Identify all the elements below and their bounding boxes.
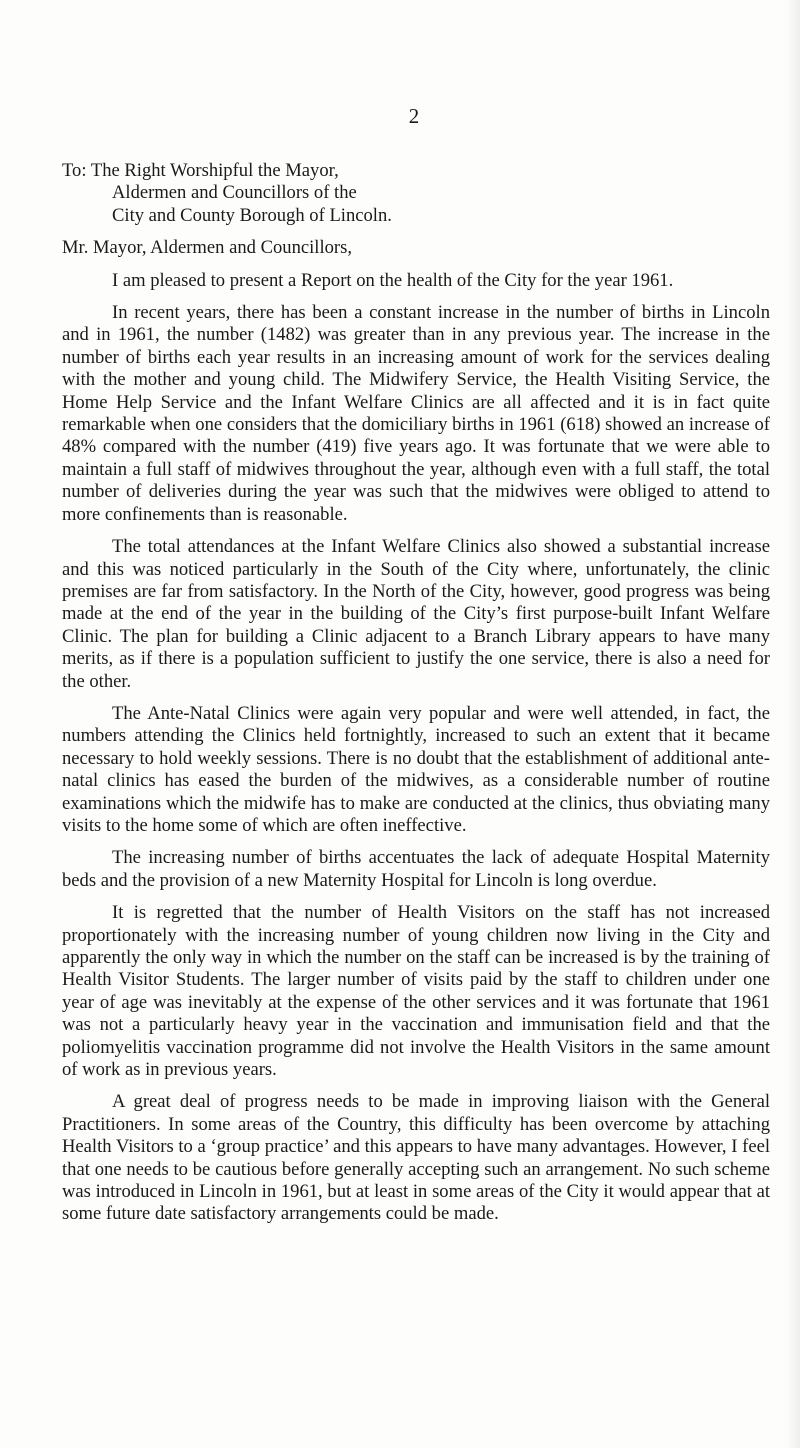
address-line-3: City and County Borough of Lincoln. [112,204,392,226]
paragraph-ante-natal: The Ante-Natal Clinics were again very popular and were well attended, in fact, the numbers attending the Clinics held fortnightly, increased to such an extent that it became necessary to hold weekly sessions. There is no doubt that the establishment of additional ante-natal clinics has eased the burden of the midwives, as a considerable number of routine examinations which the midwife has to make are conducted at the clinics, thus obviating many visits to the home some of which are often ineffective. [62,702,770,836]
address-block [62,160,770,227]
paragraph-general-practitioners: A great deal of progress needs to be made in improving liaison with the General Practitioners. In some areas of the Country, this difficulty has been overcome by attaching Health Visitors to a ‘group practice’ and this appears to have many advantages. However, I feel that one needs to be cautious before generally accepting such an arrangement. No such scheme was introduced in Lincoln in 1961, but at least in some areas of the City it would appear that at some future date satisfactory arrangements could be made. [62,1091,770,1225]
letter-body [62,160,770,1236]
paragraph-intro: I am pleased to present a Report on the health of the City for the year 1961. [112,269,674,291]
address-line-2: Aldermen and Councillors of the [112,182,357,204]
paragraph-infant-welfare: The total attendances at the Infant Welfare Clinics also showed a substantial increase and this was noticed particularly in the South of the City where, unfortunately, the clinic premises are far from satisfactory. In the North of the City, however, good progress was being made at the end of the year in the building of the City’s first purpose-built Infant Welfare Clinic. The plan for building a Clinic adjacent to a Branch Library appears to have many merits, as if there is a population sufficient to justify the one service, there is also a need for the other. [62,536,770,692]
address-line-1: To: The Right Worshipful the Mayor, [62,160,339,181]
paragraph-maternity-beds: The increasing number of births accentuates the lack of adequate Hospital Maternity beds and the provision of a new Maternity Hospital for Lincoln is long overdue. [62,847,770,891]
salutation: Mr. Mayor, Aldermen and Councillors, [62,237,352,259]
paragraph-births: In recent years, there has been a constant increase in the number of births in Lincoln and in 1961, the number (1482) was greater than in any previous year. The increase in the number of births each year results in an increasing amount of work for the services dealing with the mother and young child. The Midwifery Service, the Health Visiting Service, the Home Help Service and the Infant Welfare Clinics are all affected and it is in fact quite remarkable when one considers that the domiciliary births in 1961 (618) showed an increase of 48% compared with the number (419) five years ago. It was fortunate that we were able to maintain a full staff of midwives throughout the year, although even with a full staff, the total number of deliveries during the year was such that the midwives were obliged to attend to more confinements than is reasonable. [62,302,770,525]
page-edge-shadow [786,0,800,1448]
paragraph-health-visitors: It is regretted that the number of Health Visitors on the staff has not increased proportionately with the increasing number of young children now living in the City and apparently the only way in which the number on the staff can be increased is by the training of Health Visitor Students. The larger number of visits paid by the staff to children under one year of age was inevitably at the expense of the other services and it was fortunate that 1961 was not a particularly heavy year in the vaccination and immunisation field and that the poliomyelitis vaccination programme did not involve the Health Visitors in the same amount of work as in previous years. [62,902,770,1081]
page-number: 2 [408,104,420,128]
